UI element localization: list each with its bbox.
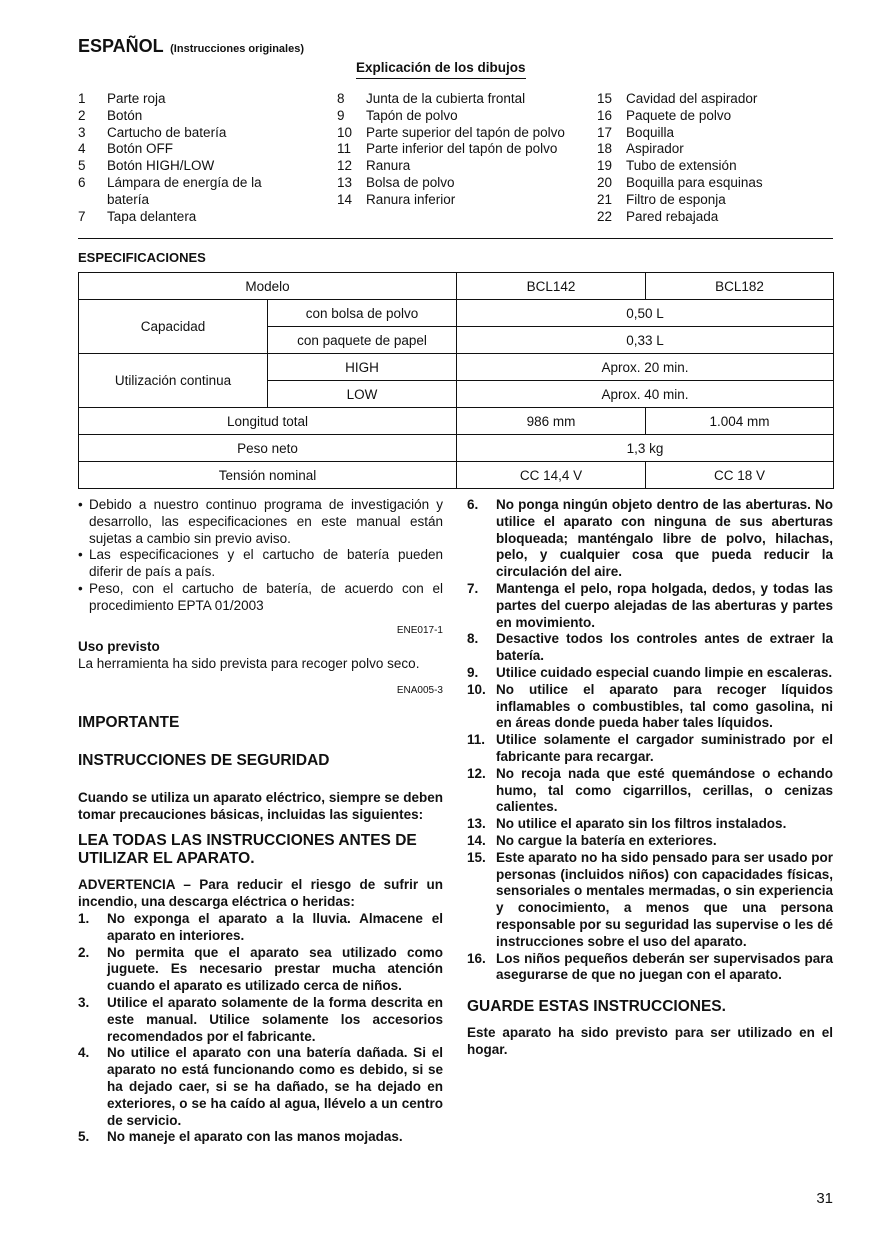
instruction-number: 3. (78, 994, 90, 1010)
instruction-item (467, 816, 833, 833)
legend-item (337, 158, 577, 175)
legend-item (597, 91, 837, 108)
table-cell: con paquete de papel (268, 327, 457, 354)
legend-label: Ranura inferior (366, 191, 456, 207)
legend-item (597, 125, 837, 142)
instruction-number: 14. (467, 832, 486, 848)
intended-use-title: Uso previsto (78, 639, 160, 655)
instruction-item (467, 665, 833, 682)
legend-number: 20 (597, 174, 613, 190)
table-row (79, 273, 834, 300)
table-cell: CC 18 V (646, 462, 834, 489)
legend-item (597, 141, 837, 158)
table-cell: BCL182 (646, 273, 834, 300)
table-cell: BCL142 (457, 273, 646, 300)
legend-label: Boquilla (626, 124, 675, 140)
instruction-item (467, 732, 833, 766)
instruction-number: 9. (467, 664, 479, 680)
left-text-column (78, 497, 443, 1146)
instruction-text: No utilice el aparato sin los filtros instalados. (496, 816, 787, 832)
instruction-text: No ponga ningún objeto dentro de las aberturas. No utilice el aparato con ninguna de sus aberturas bloqueada; manténgalo libre de polvo, hilachas, pelo, y cualquier cosa que pueda reducir la circulación del aire. (496, 497, 833, 580)
instruction-item (467, 682, 833, 732)
instruction-text: Utilice el aparato solamente de la forma descrita en este manual. Utilice solamente los accesorios recomendados por el fabricante. (107, 994, 443, 1044)
legend-number: 2 (78, 107, 86, 123)
instruction-text: Los niños pequeños deberán ser supervisados para asegurarse de que no juegan con el aparato. (496, 950, 833, 983)
legend-number: 17 (597, 124, 613, 140)
right-text-column (467, 497, 833, 1059)
read-all-heading: LEA TODAS LAS INSTRUCCIONES ANTES DE UTILIZAR EL APARATO. (78, 832, 417, 868)
instruction-text: Mantenga el pelo, ropa holgada, dedos, y todas las partes del cuerpo alejadas de las aberturas y partes en movimiento. (496, 580, 833, 630)
instruction-item (78, 1129, 443, 1146)
instruction-text: No cargue la batería en exteriores. (496, 832, 717, 848)
legend-label: Aspirador (626, 141, 684, 157)
table-cell: Longitud total (79, 408, 457, 435)
instruction-text: No permita que el aparato sea utilizado como juguete. Es necesario prestar mucha atención cuando el aparato es utilizado cerca de niños. (107, 944, 443, 994)
legend-label: Parte superior del tapón de polvo (366, 124, 565, 140)
instruction-number: 6. (467, 497, 479, 512)
safety-heading: INSTRUCCIONES DE SEGURIDAD (78, 751, 330, 769)
legend-number: 5 (78, 158, 86, 174)
instruction-number: 1. (78, 910, 90, 926)
legend-number: 14 (337, 191, 353, 207)
save-instructions-text: Este aparato ha sido previsto para ser utilizado en el hogar. (467, 1025, 833, 1057)
legend-label: Cavidad del aspirador (626, 91, 758, 106)
legend-number: 15 (597, 91, 613, 106)
instruction-item (467, 497, 833, 581)
reference-code: ENA005-3 (396, 684, 443, 696)
legend-column-2 (337, 91, 577, 209)
language-subtitle: (Instrucciones originales) (170, 43, 305, 55)
legend-item (337, 192, 577, 209)
legend-item (78, 158, 278, 175)
instruction-item (78, 945, 443, 995)
legend-label: Cartucho de batería (107, 124, 227, 140)
legend-number: 21 (597, 191, 613, 207)
instruction-item (467, 850, 833, 951)
legend-number: 22 (597, 208, 613, 224)
table-cell: Capacidad (79, 300, 268, 354)
safety-intro: Cuando se utiliza un aparato eléctrico, siempre se deben tomar precauciones básicas, incluidas las siguientes: (78, 789, 443, 822)
note-text: Las especificaciones y el cartucho de batería pueden diferir de país a país. (89, 547, 443, 580)
table-cell: Modelo (79, 273, 457, 300)
legend-column-1 (78, 91, 278, 225)
legend-label: Pared rebajada (626, 208, 719, 224)
table-cell: 1.004 mm (646, 408, 834, 435)
legend-item (597, 108, 837, 125)
legend-label: Parte inferior del tapón de polvo (366, 141, 558, 157)
table-row (79, 300, 834, 327)
instruction-text: No utilice el aparato con una batería dañada. Si el aparato no está funcionando como es debido, si se ha dejado caer, si se ha dañado, se ha dejado en exteriores, o se ha caído al agua, llévelo a un centro de servicio. (107, 1045, 443, 1128)
instruction-number: 10. (467, 681, 486, 697)
table-cell: Aprox. 40 min. (457, 381, 834, 408)
legend-number: 8 (337, 91, 345, 106)
bullet-icon: • (78, 547, 83, 563)
instruction-number: 8. (467, 631, 479, 647)
legend-item (78, 209, 278, 226)
table-row (79, 408, 834, 435)
table-cell: Tensión nominal (79, 462, 457, 489)
instruction-text: Desactive todos los controles antes de extraer la batería. (496, 631, 833, 664)
table-cell: HIGH (268, 354, 457, 381)
warning-text: ADVERTENCIA – Para reducir el riesgo de sufrir un incendio, una descarga eléctrica o heridas: (78, 877, 443, 910)
legend-label: Bolsa de polvo (366, 174, 455, 190)
legend-number: 7 (78, 208, 86, 224)
legend-number: 16 (597, 107, 613, 123)
note-item (78, 497, 443, 547)
table-cell: Aprox. 20 min. (457, 354, 834, 381)
instruction-number: 15. (467, 849, 486, 865)
table-row (79, 435, 834, 462)
legend-label: Tapón de polvo (366, 107, 458, 123)
instruction-item (78, 911, 443, 945)
note-text: Debido a nuestro continuo programa de investigación y desarrollo, las especificaciones en este manual están sujetas a cambio sin previo aviso. (89, 497, 443, 546)
legend-label: Ranura (366, 158, 411, 174)
legend-label: Boquilla para esquinas (626, 174, 763, 190)
table-cell: 0,50 L (457, 300, 834, 327)
legend-label: Botón (107, 107, 143, 123)
legend-item (597, 209, 837, 226)
instruction-text: Este aparato no ha sido pensado para ser usado por personas (incluidos niños) con capacidades físicas, sensoriales o mentales mermadas, o sin experiencia y conocimiento, a menos que una persona responsable por su seguridad las supervise o les dé instrucciones sobre el uso del aparato. (496, 849, 833, 949)
legend-number: 1 (78, 91, 86, 106)
instruction-number: 16. (467, 950, 486, 966)
table-cell: LOW (268, 381, 457, 408)
table-cell: 1,3 kg (457, 435, 834, 462)
legend-number: 18 (597, 141, 613, 157)
reference-code: ENE017-1 (396, 624, 443, 636)
table-cell: Utilización continua (79, 354, 268, 408)
table-row (79, 354, 834, 381)
legend-item (78, 108, 278, 125)
specifications-table (78, 272, 834, 489)
legend-label: Botón HIGH/LOW (107, 158, 215, 174)
instruction-text: No maneje el aparato con las manos mojadas. (107, 1129, 403, 1145)
page-number: 31 (816, 1190, 833, 1207)
instruction-text: No recoja nada que esté quemándose o echando humo, tal como cigarrillos, cerillas, o cenizas calientes. (496, 765, 833, 815)
instruction-number: 4. (78, 1045, 90, 1061)
legend-label: Tapa delantera (107, 208, 197, 224)
save-instructions-heading: GUARDE ESTAS INSTRUCCIONES. (467, 998, 726, 1016)
table-cell: 0,33 L (457, 327, 834, 354)
instruction-number: 13. (467, 816, 486, 832)
legend-label: Paquete de polvo (626, 107, 732, 123)
section-divider (78, 238, 833, 239)
legend-number: 6 (78, 174, 86, 190)
instruction-item (467, 631, 833, 665)
legend-item (78, 125, 278, 142)
instruction-number: 12. (467, 765, 486, 781)
instruction-item (467, 833, 833, 850)
legend-item (597, 192, 837, 209)
legend-label: Filtro de esponja (626, 191, 726, 207)
legend-label: Botón OFF (107, 141, 174, 157)
instruction-item (78, 1045, 443, 1129)
legend-label: Lámpara de energía de la batería (107, 174, 262, 207)
legend-item (337, 175, 577, 192)
instruction-item (467, 766, 833, 816)
legend-label: Parte roja (107, 91, 166, 106)
bullet-icon: • (78, 580, 83, 596)
instruction-number: 2. (78, 944, 90, 960)
instruction-item (467, 951, 833, 985)
instruction-number: 5. (78, 1129, 90, 1145)
legend-item (78, 175, 278, 209)
legend-item (337, 141, 577, 158)
legend-label: Tubo de extensión (626, 158, 737, 174)
legend-item (337, 91, 577, 108)
note-item (78, 547, 443, 581)
instruction-text: No utilice el aparato para recoger líquidos inflamables o combustibles, tal como gasolina, ni en áreas donde pueda haber tales líquidos. (496, 681, 833, 731)
legend-item (337, 108, 577, 125)
table-cell: CC 14,4 V (457, 462, 646, 489)
legend-number: 3 (78, 124, 86, 140)
legend-number: 12 (337, 158, 353, 174)
legend-item (597, 158, 837, 175)
legend-item (337, 125, 577, 142)
legend-number: 11 (337, 141, 352, 157)
page-header (78, 36, 304, 57)
instruction-item (467, 581, 833, 631)
table-cell: con bolsa de polvo (268, 300, 457, 327)
intended-use-text: La herramienta ha sido prevista para recoger polvo seco. (78, 656, 420, 672)
instruction-text: No exponga el aparato a la lluvia. Almacene el aparato en interiores. (107, 910, 443, 943)
legend-number: 9 (337, 107, 345, 123)
note-item (78, 581, 443, 615)
legend-item (78, 91, 278, 108)
bullet-icon: • (78, 497, 83, 512)
note-text: Peso, con el cartucho de batería, de acuerdo con el procedimiento EPTA 01/2003 (89, 580, 443, 613)
legend-number: 4 (78, 141, 86, 157)
instruction-number: 11. (467, 732, 486, 748)
legend-item (597, 175, 837, 192)
legend-item (78, 141, 278, 158)
table-cell: 986 mm (457, 408, 646, 435)
important-heading: IMPORTANTE (78, 713, 180, 731)
language-title: ESPAÑOL (78, 36, 164, 56)
legend-number: 19 (597, 158, 613, 174)
legend-number: 13 (337, 174, 353, 190)
legend-column-3 (597, 91, 837, 225)
specifications-title: ESPECIFICACIONES (78, 250, 206, 265)
legend-number: 10 (337, 124, 353, 140)
instruction-item (78, 995, 443, 1045)
table-cell: Peso neto (79, 435, 457, 462)
instruction-text: Utilice solamente el cargador suministrado por el fabricante para recargar. (496, 732, 833, 764)
instruction-number: 7. (467, 580, 479, 596)
legend-label: Junta de la cubierta frontal (366, 91, 526, 106)
table-row (79, 462, 834, 489)
instruction-text: Utilice cuidado especial cuando limpie en escaleras. (496, 664, 833, 680)
legend-title: Explicación de los dibujos (356, 60, 526, 79)
